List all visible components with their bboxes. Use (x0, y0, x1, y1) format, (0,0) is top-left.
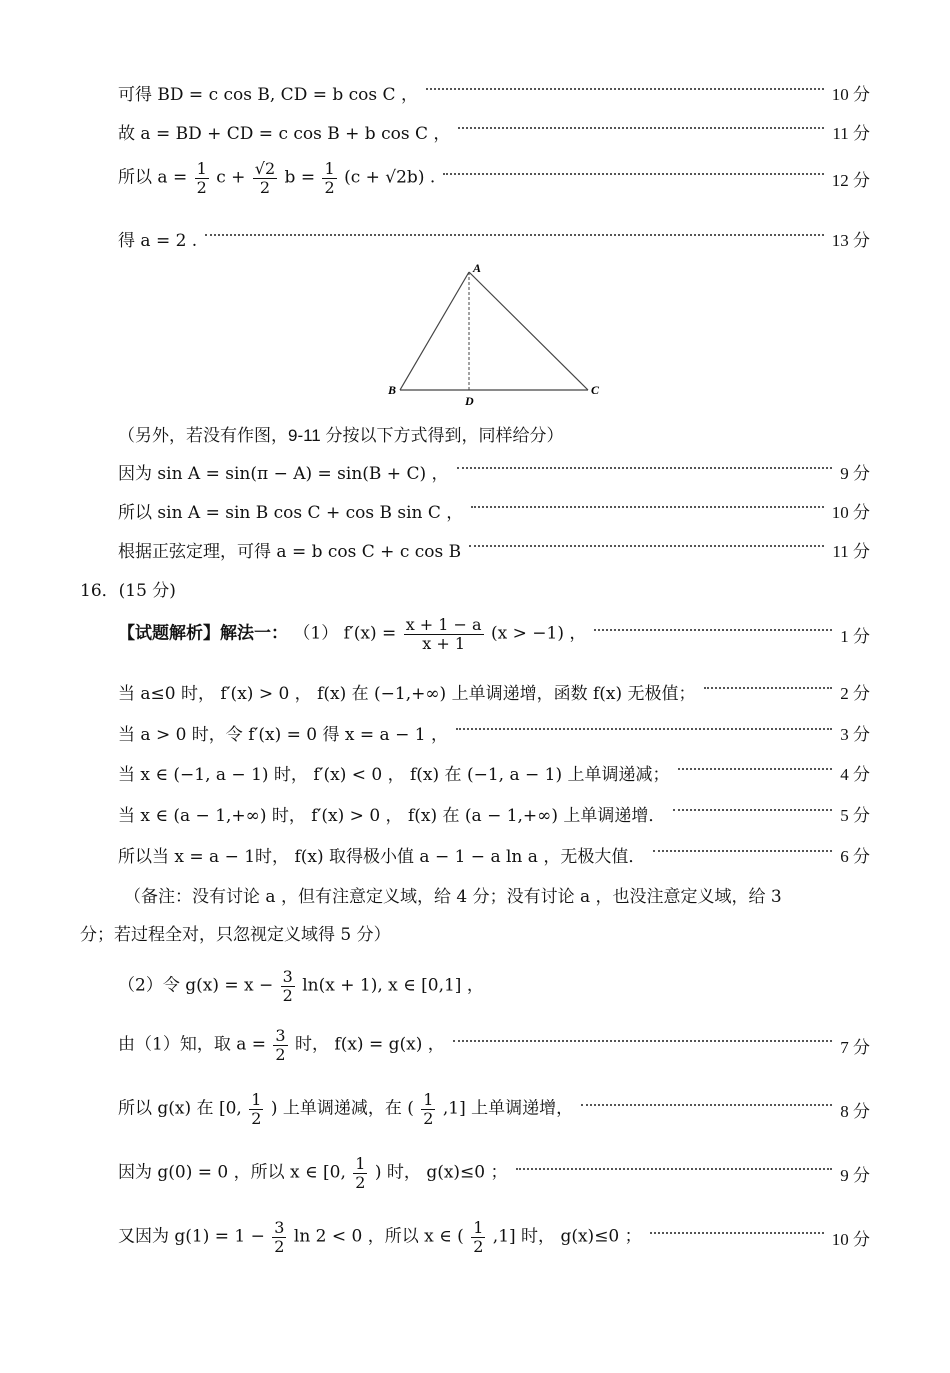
leader-dots (581, 1104, 832, 1106)
label-c: C (591, 383, 600, 397)
line-text: 根据正弦定理，可得 a = b cos C + c cos B (118, 542, 462, 562)
leader-dots (443, 173, 823, 175)
leader-dots (650, 1232, 824, 1234)
numerator: √2 (254, 159, 276, 178)
leader-dots (704, 687, 833, 689)
denominator: 2 (282, 985, 293, 1005)
leader-dots (673, 809, 832, 811)
leader-dots (453, 1040, 832, 1042)
line-text: 故 a = BD + CD = c cos B + b cos C ， (118, 124, 451, 144)
fraction (272, 1219, 286, 1255)
leader-dots (653, 850, 832, 852)
label-b: B (388, 383, 397, 397)
numerator: 1 (423, 1090, 434, 1109)
numerator: 1 (196, 159, 207, 178)
fraction (322, 160, 336, 196)
score-label: 6 分 (840, 847, 870, 866)
line-text (118, 160, 435, 196)
score-label: 9 分 (840, 1165, 870, 1185)
line-text (118, 1027, 445, 1063)
line-text (118, 1091, 573, 1127)
note-text: （备注：没有讨论 a ，但有注意定义域，给 4 分；没有讨论 a ，也没注意定义域，给 3 (124, 887, 782, 907)
denominator: 2 (473, 1236, 484, 1256)
denominator: 2 (324, 177, 335, 197)
text-segment: 所以 g(x) 在 [0, (118, 1098, 242, 1119)
fraction (404, 616, 484, 652)
line-text: 所以当 x = a − 1时， f(x) 取得极小值 a − 1 − a ln a ，无极大值． (118, 847, 646, 867)
text-segment: ,1] 时， g(x)≤0 ； (492, 1226, 642, 1247)
method-label: 解法一： (220, 623, 288, 644)
line-text: 所以 sin A = sin B cos C + cos B sin C ， (118, 503, 464, 523)
denominator: x + 1 (422, 633, 466, 653)
leader-dots (678, 768, 833, 770)
score-label: 9 分 (840, 464, 870, 483)
solution-line (118, 616, 870, 652)
solution-line (118, 760, 870, 785)
text-segment: （2）令 g(x) = x − (118, 975, 274, 996)
text-segment: ) 时， g(x)≤0 ； (374, 1162, 508, 1183)
fraction (195, 160, 209, 196)
text-segment: 因为 g(0) = 0 ，所以 x ∈ [0, (118, 1162, 346, 1183)
solution-line (118, 226, 870, 251)
solution-line (118, 160, 870, 196)
score-label: 11 分 (832, 124, 870, 143)
note-text: （另外，若没有作图，9-11 分按以下方式得到，同样给分） (118, 426, 564, 445)
line-text (118, 1219, 642, 1255)
score-label: 1 分 (840, 626, 870, 646)
score-label: 5 分 (840, 806, 870, 825)
leader-dots (471, 506, 823, 508)
question-header: 16．(15 分) (80, 581, 176, 601)
denominator: 2 (275, 1044, 286, 1064)
score-label: 2 分 (840, 684, 870, 703)
text-segment: ln 2 < 0 ，所以 x ∈ ( (293, 1226, 464, 1247)
score-label: 13 分 (831, 231, 870, 250)
solution-line (118, 1091, 870, 1127)
score-label: 10 分 (831, 85, 870, 104)
fraction (353, 1155, 367, 1191)
leader-dots (456, 728, 832, 730)
text-segment: 时， f(x) = g(x) ， (295, 1034, 445, 1055)
fraction (421, 1091, 435, 1127)
fraction (471, 1219, 485, 1255)
leader-dots (426, 88, 824, 90)
denominator: 2 (423, 1108, 434, 1128)
denominator: 2 (355, 1172, 366, 1192)
solution-line (118, 801, 870, 826)
fraction (281, 968, 295, 1004)
denominator: 2 (251, 1108, 262, 1128)
score-label: 8 分 (840, 1101, 870, 1121)
line-text: 当 x ∈ (a − 1,+∞) 时， f′(x) > 0 ， f(x) 在 (a − 1,+∞) 上单调递增． (118, 806, 666, 826)
label-d: D (465, 394, 474, 408)
line-text: 因为 sin A = sin(π − A) = sin(B + C) ， (118, 464, 449, 484)
text-segment: ,1] 上单调递增， (442, 1098, 574, 1119)
numerator: 1 (324, 159, 335, 178)
section-label: 【试题解析】 (118, 623, 220, 644)
numerator: 1 (355, 1154, 366, 1173)
numerator: x + 1 − a (405, 615, 482, 634)
solution-line (118, 842, 870, 867)
solution-line (118, 498, 870, 523)
fraction (253, 160, 277, 196)
score-label: 11 分 (832, 542, 870, 561)
fraction (273, 1027, 287, 1063)
solution-line (118, 80, 870, 105)
text-segment: c + (216, 167, 246, 188)
side-ab (400, 272, 469, 390)
text-segment: （1） f′(x) = (293, 623, 397, 644)
text-segment: ) 上单调递减，在 ( (270, 1098, 414, 1119)
line-text: 当 x ∈ (−1, a − 1) 时， f′(x) < 0 ， f(x) 在 (−1, a − 1) 上单调递减； (118, 765, 670, 785)
score-label: 3 分 (840, 725, 870, 744)
line-text: 可得 BD = c cos B, CD = b cos C ， (118, 85, 418, 105)
score-label: 7 分 (840, 1037, 870, 1057)
label-a: A (473, 261, 482, 275)
line-text: 当 a≤0 时， f′(x) > 0 ， f(x) 在 (−1,+∞) 上单调递增，函数 f(x) 无极值； (118, 684, 696, 704)
text-segment: (x > −1) ， (491, 623, 587, 644)
score-label: 4 分 (840, 765, 870, 784)
solution-line (118, 1027, 870, 1063)
line-text (118, 616, 586, 652)
leader-dots (516, 1168, 833, 1170)
numerator: 3 (274, 1218, 285, 1237)
leader-dots (594, 629, 832, 631)
leader-dots (458, 127, 824, 129)
solution-line (118, 968, 870, 1004)
numerator: 1 (251, 1090, 262, 1109)
line-text (118, 968, 484, 1004)
side-ac (469, 272, 588, 390)
text-segment: (c + √2b) . (344, 167, 436, 188)
solution-line (118, 119, 870, 144)
line-text: 当 a > 0 时，令 f′(x) = 0 得 x = a − 1 ， (118, 725, 448, 745)
solution-line (118, 1155, 870, 1191)
line-text: 得 a = 2 . (118, 231, 198, 251)
solution-line (118, 459, 870, 484)
denominator: 2 (196, 177, 207, 197)
leader-dots (469, 545, 824, 547)
line-text (118, 1155, 508, 1191)
score-label: 10 分 (831, 503, 870, 522)
text-segment: 由（1）知，取 a = (118, 1034, 267, 1055)
solution-line (118, 720, 870, 745)
leader-dots (457, 467, 833, 469)
leader-dots (205, 234, 824, 236)
text-segment: 又因为 g(1) = 1 − (118, 1226, 265, 1247)
numerator: 3 (282, 967, 293, 986)
text-segment: b = (284, 167, 316, 188)
solution-line (118, 1219, 870, 1255)
score-label: 10 分 (831, 1229, 870, 1249)
text-segment: ln(x + 1), x ∈ [0,1] ， (302, 975, 484, 996)
denominator: 2 (259, 177, 271, 197)
denominator: 2 (274, 1236, 285, 1256)
text-segment: 所以 a = (118, 167, 188, 188)
numerator: 1 (473, 1218, 484, 1237)
solution-line (118, 679, 870, 704)
triangle-figure (380, 260, 610, 410)
numerator: 3 (275, 1026, 286, 1045)
score-label: 12 分 (831, 170, 870, 190)
note-text: 分；若过程全对，只忽视定义域得 5 分） (80, 925, 391, 945)
fraction (249, 1091, 263, 1127)
solution-line (118, 537, 870, 562)
